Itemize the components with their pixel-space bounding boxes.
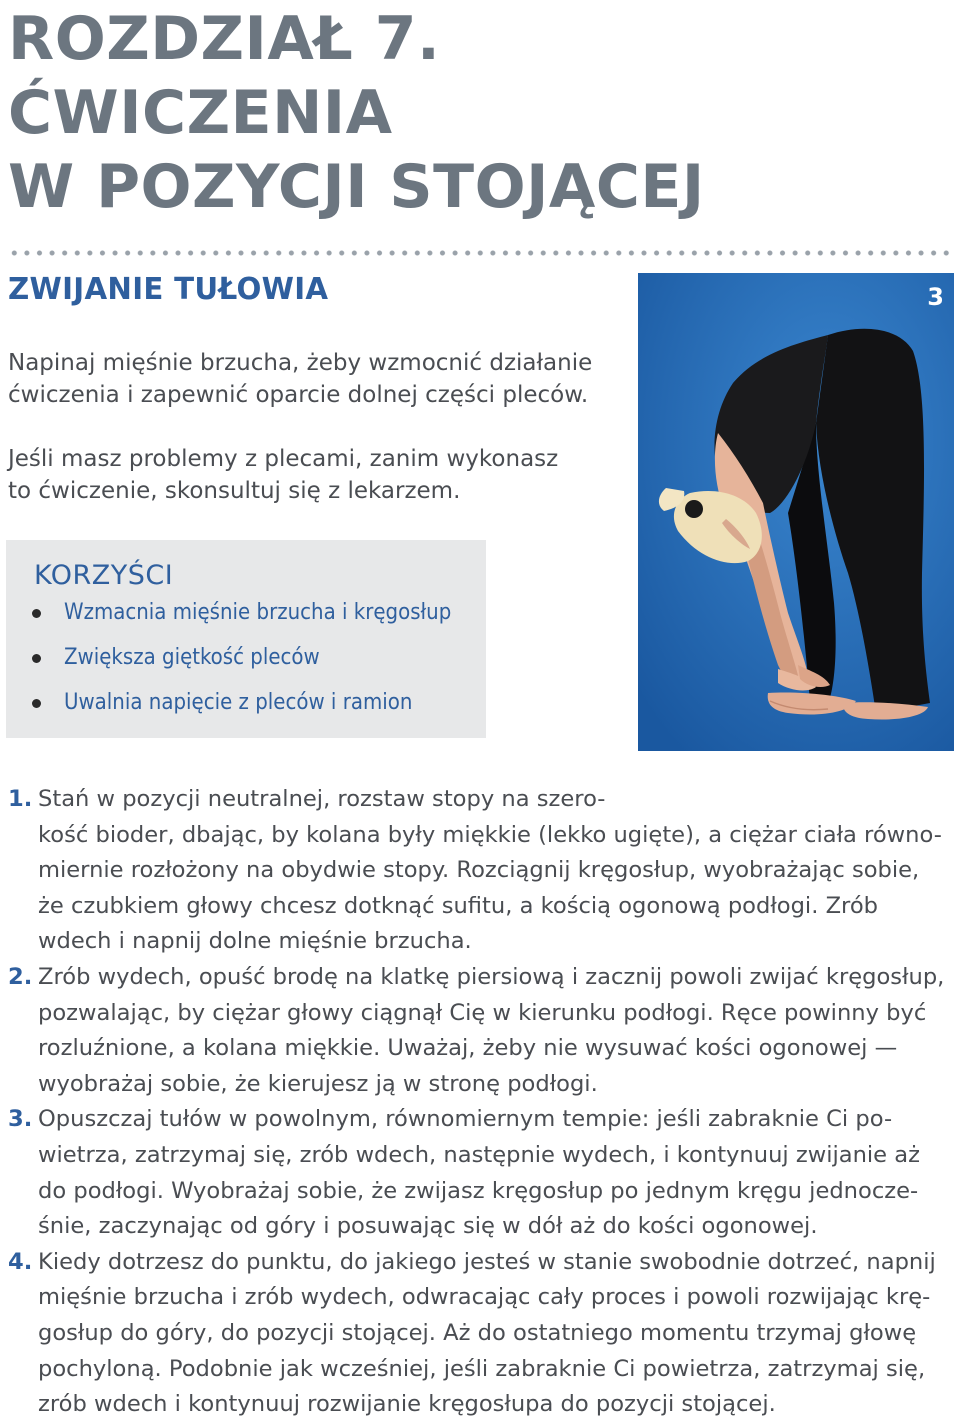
benefit-text: Uwalnia napięcie z pleców i ramion (64, 690, 413, 715)
intro-line: Jeśli masz problemy z plecami, zanim wykonasz (8, 446, 559, 472)
benefits-title: KORZYŚCI (34, 560, 174, 591)
benefit-item (28, 688, 451, 733)
bullet-icon (32, 654, 41, 663)
benefit-item (28, 643, 451, 688)
chapter-title-line-2: ĆWICZENIA (8, 78, 393, 148)
step-text-line: Opuszczaj tułów w powolnym, równomiernym tempie: jeśli zabraknie Ci po- (38, 1106, 893, 1133)
exercise-photo (638, 273, 954, 751)
section-title: ZWIJANIE TUŁOWIA (8, 272, 329, 307)
step-text-line: Kiedy dotrzesz do punktu, do jakiego jesteś w stanie swobodnie dotrzeć, napnij (38, 1248, 936, 1275)
step-text-line: zrób wdech i kontynuuj rozwijanie kręgosłupa do pozycji stojącej. (38, 1391, 776, 1418)
step-text-line: mięśnie brzucha i zrób wydech, odwracając cały proces i powoli rozwijając krę- (38, 1284, 931, 1311)
step-item (8, 782, 954, 960)
intro-line: to ćwiczenie, skonsultuj się z lekarzem. (8, 478, 461, 504)
step-item (8, 960, 954, 1102)
benefits-box (6, 540, 486, 738)
benefit-item (28, 598, 451, 643)
step-text-line: wdech i napnij dolne mięśnie brzucha. (38, 928, 472, 955)
step-text-line: Zrób wydech, opuść brodę na klatkę piersiową i zacznij powoli zwijać kręgosłup, (38, 963, 945, 990)
step-text-line: pochyloną. Podobnie jak wcześniej, jeśli zabraknie Ci powietrza, zatrzymaj się, (38, 1355, 926, 1382)
step-text-line: wietrza, zatrzymaj się, zrób wdech, następnie wydech, i kontynuuj zwijanie aż (38, 1141, 920, 1168)
bullet-icon (32, 609, 41, 618)
benefit-text: Zwiększa giętkość pleców (64, 645, 320, 670)
intro-line: ćwiczenia i zapewnić oparcie dolnej części pleców. (8, 382, 589, 408)
benefits-list (28, 598, 451, 733)
step-item (8, 1102, 954, 1244)
step-number: 1. (8, 786, 33, 812)
woman-forward-bend-illustration (638, 273, 954, 751)
step-text-line: gosłup do góry, do pozycji stojącej. Aż do ostatniego momentu trzymaj głowę (38, 1319, 917, 1346)
step-text-line: wyobrażaj sobie, że kierujesz ją w stronę podłogi. (38, 1070, 598, 1097)
step-item (8, 1245, 954, 1423)
steps-list (8, 782, 954, 1423)
step-text-line: rozluźnione, a kolana miękkie. Uważaj, żeby nie wysuwać kości ogonowej — (38, 1035, 898, 1062)
intro-paragraph-1 (8, 347, 592, 411)
chapter-title (8, 2, 705, 224)
step-text-line: do podłogi. Wyobrażaj sobie, że zwijasz kręgosłup po jednym kręgu jednocze- (38, 1177, 919, 1204)
step-number: 2. (8, 963, 33, 990)
bullet-icon (32, 699, 41, 708)
step-number: 4. (8, 1248, 33, 1275)
dotted-divider (8, 248, 952, 258)
step-number: 3. (8, 1106, 33, 1133)
chapter-title-line-3: W POZYCJI STOJĄCEJ (8, 152, 705, 222)
step-text-line: miernie rozłożony na obydwie stopy. Rozciągnij kręgosłup, wyobrażając sobie, (38, 857, 920, 884)
step-text-line: że czubkiem głowy chcesz dotknąć sufitu, a kością ogonową podłogi. Zrób (38, 892, 879, 919)
benefit-text: Wzmacnia mięśnie brzucha i kręgosłup (64, 600, 452, 625)
step-text-line: śnie, zaczynając od góry i posuwając się w dół aż do kości ogonowej. (38, 1213, 818, 1240)
step-text-line: pozwalając, by ciężar głowy ciągnął Cię w kierunku podłogi. Ręce powinny być (38, 999, 927, 1026)
photo-step-number: 3 (927, 283, 944, 311)
step-text-line: kość bioder, dbając, by kolana były miękkie (lekko ugięte), a ciężar ciała równo- (38, 821, 942, 848)
chapter-title-line-1: ROZDZIAŁ 7. (8, 4, 441, 74)
step-text-line: Stań w pozycji neutralnej, rozstaw stopy na szero- (38, 786, 606, 812)
intro-paragraph-2 (8, 443, 558, 507)
intro-line: Napinaj mięśnie brzucha, żeby wzmocnić działanie (8, 350, 593, 376)
